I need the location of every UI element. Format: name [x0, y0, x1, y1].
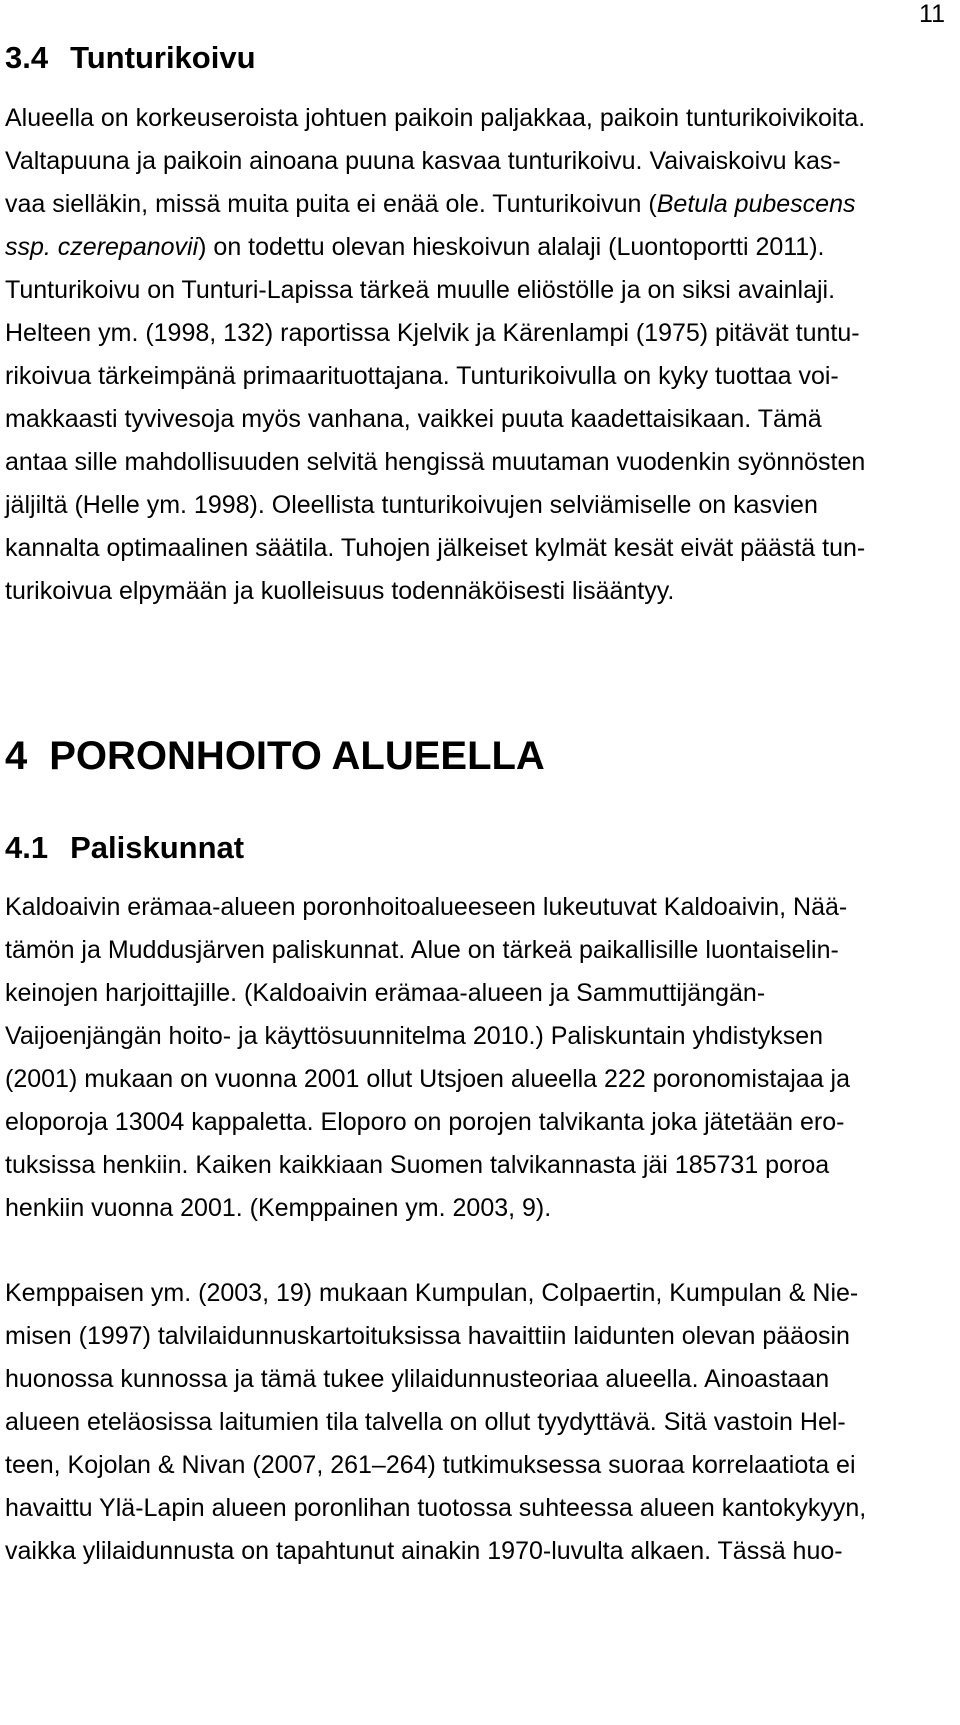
paragraph-line: [5, 189, 856, 219]
paragraph-line: jäljiltä (Helle ym. 1998). Oleellista tunturikoivujen selviämiselle on kasvien: [5, 491, 818, 519]
paragraph-line: vaikka ylilaidunnusta on tapahtunut ainakin 1970-luvulta alkaen. Tässä huo-: [5, 1537, 843, 1565]
paragraph-line: Kemppaisen ym. (2003, 19) mukaan Kumpulan, Colpaertin, Kumpulan & Nie-: [5, 1279, 859, 1307]
paragraph-line: keinojen harjoittajille. (Kaldoaivin erämaa-alueen ja Sammuttijängän-: [5, 979, 766, 1007]
paragraph-line: misen (1997) talvilaidunnuskartoituksissa havaittiin laidunten olevan pääosin: [5, 1322, 850, 1350]
paragraph-line: henkiin vuonna 2001. (Kemppainen ym. 2003, 9).: [5, 1194, 552, 1222]
section-number: 4.1: [5, 830, 49, 865]
paragraph-line: makkaasti tyvivesoja myös vanhana, vaikkei puuta kaadettaisikaan. Tämä: [5, 405, 822, 433]
paragraph-line: (2001) mukaan on vuonna 2001 ollut Utsjoen alueella 222 poronomistajaa ja: [5, 1065, 851, 1093]
paragraph-line: teen, Kojolan & Nivan (2007, 261–264) tutkimuksessa suoraa korrelaatiota ei: [5, 1451, 856, 1479]
paragraph-line: antaa sille mahdollisuuden selvitä hengissä muutaman vuodenkin syönnösten: [5, 448, 866, 476]
paragraph-line: Tunturikoivu on Tunturi-Lapissa tärkeä muulle eliöstölle ja on siksi avainlaji.: [5, 276, 836, 304]
section-title: Paliskunnat: [70, 830, 245, 865]
paragraph-line: tämön ja Muddusjärven paliskunnat. Alue on tärkeä paikallisille luontaiselin-: [5, 936, 839, 964]
paragraph-line: kannalta optimaalinen säätila. Tuhojen jälkeiset kylmät kesät eivät päästä tun-: [5, 534, 866, 562]
paragraph-line: rikoivua tärkeimpänä primaarituottajana. Tunturikoivulla on kyky tuottaa voi-: [5, 362, 839, 390]
section-heading-4-1: [5, 830, 244, 866]
section-title: Tunturikoivu: [70, 40, 256, 75]
chapter-title: PORONHOITO ALUEELLA: [49, 734, 545, 778]
text-run: ) on todettu olevan hieskoivun alalaji (Luontoportti 2011).: [198, 233, 825, 261]
paragraph-line: Helteen ym. (1998, 132) raportissa Kjelvik ja Kärenlampi (1975) pitävät tuntu-: [5, 319, 860, 347]
text-run: vaa sielläkin, missä muita puita ei enää ole. Tunturikoivun (: [5, 190, 657, 218]
paragraph-line: Kaldoaivin erämaa-alueen poronhoitoalueeseen lukeutuvat Kaldoaivin, Nää-: [5, 893, 848, 921]
paragraph-line: turikoivua elpymään ja kuolleisuus todennäköisesti lisääntyy.: [5, 577, 675, 605]
chapter-number: 4: [5, 734, 28, 778]
paragraph-line: Alueella on korkeuseroista johtuen paikoin paljakkaa, paikoin tunturikoivikoita.: [5, 104, 866, 132]
paragraph-line: Vaijoenjängän hoito- ja käyttösuunnitelma 2010.) Paliskuntain yhdistyksen: [5, 1022, 824, 1050]
page-number: 11: [919, 0, 945, 28]
section-heading-3-4: [5, 40, 256, 76]
paragraph-line: eloporoja 13004 kappaletta. Eloporo on porojen talvikanta joka jätetään ero-: [5, 1108, 845, 1136]
paragraph-line: Valtapuuna ja paikoin ainoana puuna kasvaa tunturikoivu. Vaivaiskoivu kas-: [5, 147, 841, 175]
subspecies-name-italic: ssp. czerepanovii: [5, 233, 199, 261]
species-name-italic: Betula pubescens: [656, 190, 856, 218]
paragraph-line: [5, 232, 825, 262]
paragraph-line: alueen eteläosissa laitumien tila talvella on ollut tyydyttävä. Sitä vastoin Hel-: [5, 1408, 846, 1436]
section-number: 3.4: [5, 40, 49, 75]
paragraph-line: huonossa kunnossa ja tämä tukee ylilaidunnusteoriaa alueella. Ainoastaan: [5, 1365, 830, 1393]
paragraph-line: tuksissa henkiin. Kaiken kaikkiaan Suomen talvikannasta jäi 185731 poroa: [5, 1151, 830, 1179]
paragraph-line: havaittu Ylä-Lapin alueen poronlihan tuotossa suhteessa alueen kantokykyyn,: [5, 1494, 867, 1522]
chapter-heading-4: [5, 733, 545, 779]
